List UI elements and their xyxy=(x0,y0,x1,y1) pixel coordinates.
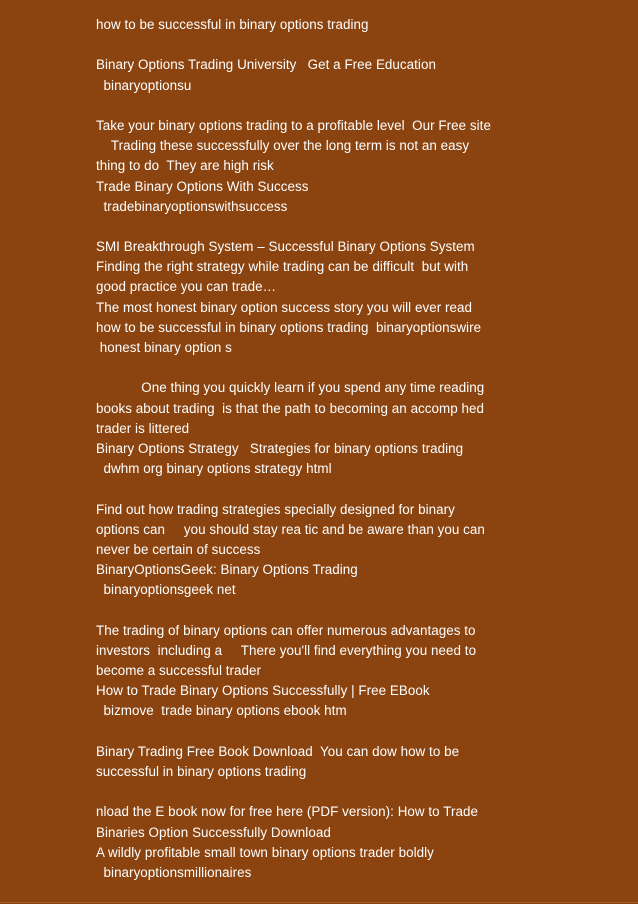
text-line: Binaries Option Successfully Download xyxy=(96,824,331,840)
text-line: Binary Trading Free Book Download You can dow how to be xyxy=(96,743,460,759)
text-line: Trade Binary Options With Success xyxy=(96,178,309,194)
text-line: investors including a There you'll find everything you need to xyxy=(96,642,477,658)
text-line: options can you should stay rea tic and be aware than you can xyxy=(96,521,485,537)
text-line: books about trading is that the path to becoming an accomp hed xyxy=(96,400,485,416)
text-line: Binary Options Strategy Strategies for binary options trading xyxy=(96,440,464,456)
blank-line xyxy=(96,217,536,237)
blank-line xyxy=(96,782,536,802)
text-line: become a successful trader xyxy=(96,663,262,678)
text-line: The trading of binary options can offer numerous advantages to xyxy=(96,622,476,638)
text-line: How to Trade Binary Options Successfully | Free EBook xyxy=(96,683,430,699)
text-line: BinaryOptionsGeek: Binary Options Trading xyxy=(96,562,358,578)
text-line: how to be successful in binary options trading xyxy=(96,17,369,32)
page-bottom-rule xyxy=(0,902,638,903)
text-line: nload the E book now for free here (PDF version): How to Trade xyxy=(96,804,478,820)
text-line: trader is littered xyxy=(96,420,190,436)
blank-line xyxy=(96,722,536,742)
blank-line xyxy=(96,479,536,499)
text-line: Trading these successfully over the long term is not an easy xyxy=(96,138,470,154)
blank-line xyxy=(96,358,536,378)
text-line: Binary Options Trading University Get a Free Education xyxy=(96,57,436,73)
text-line: One thing you quickly learn if you spend any time reading xyxy=(96,380,485,396)
text-line: Take your binary options trading to a profitable level Our Free site xyxy=(96,117,491,133)
text-line: good practice you can trade… xyxy=(96,279,277,295)
text-line: binaryoptionsgeek net xyxy=(96,582,236,598)
text-line: Find out how trading strategies specially designed for binary xyxy=(96,501,455,517)
text-line: A wildly profitable small town binary options trader boldly xyxy=(96,844,434,860)
text-line: honest binary option s xyxy=(96,340,232,355)
text-line: binaryoptionsmillionaires xyxy=(96,864,252,880)
blank-line xyxy=(96,600,536,620)
text-line: dwhm org binary options strategy html xyxy=(96,461,332,477)
text-line: Finding the right strategy while trading can be difficult but with xyxy=(96,259,469,275)
text-line: never be certain of success xyxy=(96,541,261,557)
blank-line xyxy=(96,35,536,55)
text-line: bizmove trade binary options ebook htm xyxy=(96,703,347,719)
text-line: how to be successful in binary options trading binaryoptionswire xyxy=(96,319,482,335)
text-line: thing to do They are high risk xyxy=(96,158,274,174)
text-line: tradebinaryoptionswithsuccess xyxy=(96,198,288,214)
text-line: SMI Breakthrough System – Successful Binary Options System xyxy=(96,239,475,255)
text-line: binaryoptionsu xyxy=(96,77,192,93)
text-line: The most honest binary option success story you will ever read xyxy=(96,299,472,315)
text-line: successful in binary options trading xyxy=(96,763,307,779)
blank-line xyxy=(96,96,536,116)
document-body xyxy=(96,15,536,883)
